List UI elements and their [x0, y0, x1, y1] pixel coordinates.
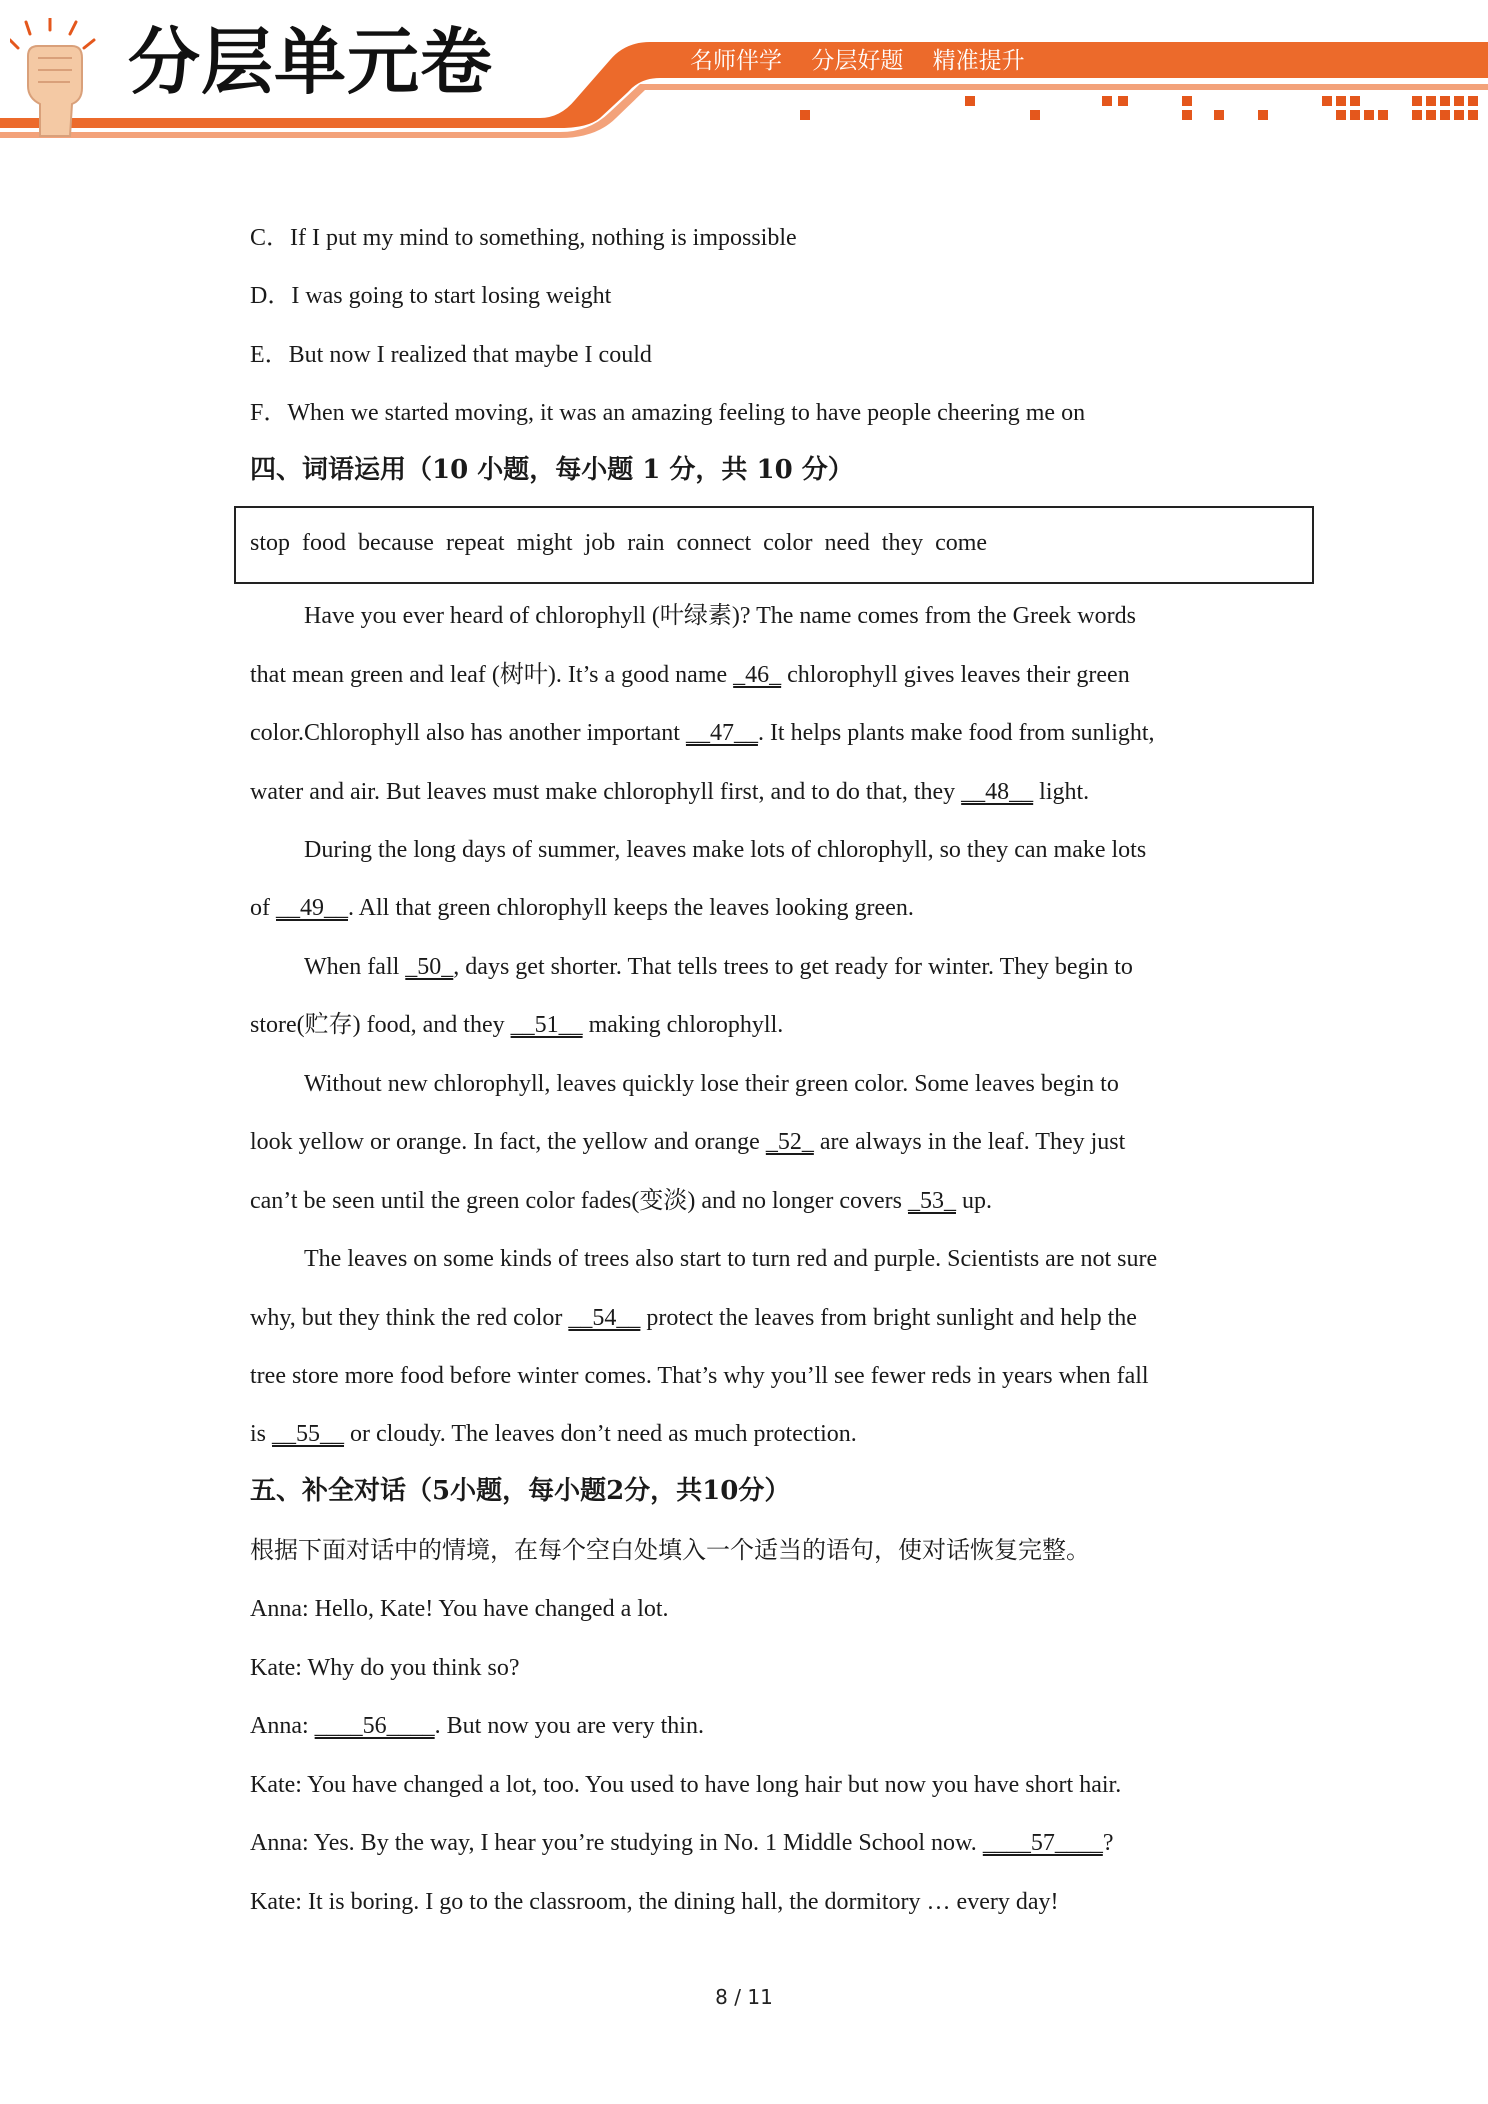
section5-instruction: 根据下面对话中的情境，在每个空白处填入一个适当的语句，使对话恢复完整。 [250, 1538, 1090, 1564]
blank-52: _52_ [765, 1129, 814, 1155]
passage-line: During the long days of summer, leaves make lots of chlorophyll, so they can make lots [304, 837, 1147, 863]
blank-48: __48__ [961, 779, 1034, 805]
passage-line: The leaves on some kinds of trees also start to turn red and purple. Scientists are not sure [304, 1246, 1158, 1272]
passage-line: that mean green and leaf (树叶). It’s a good name _46_ chlorophyll gives leaves their green [250, 662, 1130, 688]
passage-line: tree store more food before winter comes. That’s why you’ll see fewer reds in years when fall [250, 1363, 1149, 1389]
passage-line: look yellow or orange. In fact, the yellow and orange _52_ are always in the leaf. They just [250, 1129, 1126, 1155]
word-bank-box [234, 506, 1314, 584]
blank-54: __54__ [568, 1305, 641, 1331]
slogan-2: 分层好题 [811, 48, 904, 74]
dialogue-line: Anna: ____56____. But now you are very thin. [250, 1713, 704, 1739]
passage-line: water and air. But leaves must make chlorophyll first, and to do that, they __48__ light. [250, 779, 1090, 805]
page-header [0, 0, 1488, 150]
passage-line: store(贮存) food, and they __51__ making chlorophyll. [250, 1012, 784, 1038]
passage-line: of __49__. All that green chlorophyll keeps the leaves looking green. [250, 895, 914, 921]
brand-title: 分层单元卷 [128, 20, 494, 104]
dialogue-line: Kate: It is boring. I go to the classroom, the dining hall, the dormitory … every day! [250, 1889, 1059, 1915]
raised-fist-icon [10, 18, 100, 138]
slogan-3: 精准提升 [932, 48, 1025, 74]
option-d: D．I was going to start losing weight [250, 283, 612, 309]
passage-line: is __55__ or cloudy. The leaves don’t need as much protection. [250, 1421, 857, 1447]
blank-49: __49__ [276, 895, 348, 921]
option-c: C．If I put my mind to something, nothing is impossible [250, 225, 797, 251]
word-bank: stop food because repeat might job rain connect color need they come [250, 530, 988, 556]
blank-50: _50_ [405, 954, 454, 980]
blank-55: __55__ [272, 1421, 345, 1447]
dialogue-line: Anna: Hello, Kate! You have changed a lot. [250, 1596, 669, 1622]
blank-47: __47__ [685, 720, 758, 746]
dialogue-line: Anna: Yes. By the way, I hear you’re studying in No. 1 Middle School now. ____57____? [250, 1830, 1114, 1856]
page-number: 8 / 11 [715, 1985, 773, 2009]
dialogue-line: Kate: You have changed a lot, too. You used to have long hair but now you have short hair. [250, 1772, 1122, 1798]
blank-53: _53_ [907, 1188, 956, 1214]
option-f: F．When we started moving, it was an amazing feeling to have people cheering me on [250, 400, 1086, 426]
slogan-1: 名师伴学 [690, 48, 782, 74]
section4-title: 四、词语运用（10 小题，每小题 1 分，共 10 分） [250, 455, 854, 485]
passage-line: Without new chlorophyll, leaves quickly lose their green color. Some leaves begin to [304, 1071, 1119, 1097]
header-slogans [690, 44, 1090, 78]
passage-line: can’t be seen until the green color fades(变淡) and no longer covers _53_ up. [250, 1188, 992, 1214]
passage-line: why, but they think the red color __54__ protect the leaves from bright sunlight and help the [250, 1305, 1137, 1331]
passage-line: color.Chlorophyll also has another important __47__. It helps plants make food from sunlight, [250, 720, 1155, 746]
passage-line: Have you ever heard of chlorophyll (叶绿素)? The name comes from the Greek words [304, 603, 1136, 629]
blank-56: ____56____ [314, 1713, 435, 1739]
blank-46: _46_ [733, 662, 782, 688]
dialogue-line: Kate: Why do you think so? [250, 1655, 520, 1681]
blank-57: ____57____ [982, 1830, 1103, 1856]
option-e: E．But now I realized that maybe I could [250, 342, 652, 368]
section5-title: 五、补全对话（5小题，每小题2分，共10分） [250, 1476, 791, 1506]
blank-51: __51__ [510, 1012, 583, 1038]
passage-line: When fall _50_, days get shorter. That tells trees to get ready for winter. They begin to [304, 954, 1133, 980]
